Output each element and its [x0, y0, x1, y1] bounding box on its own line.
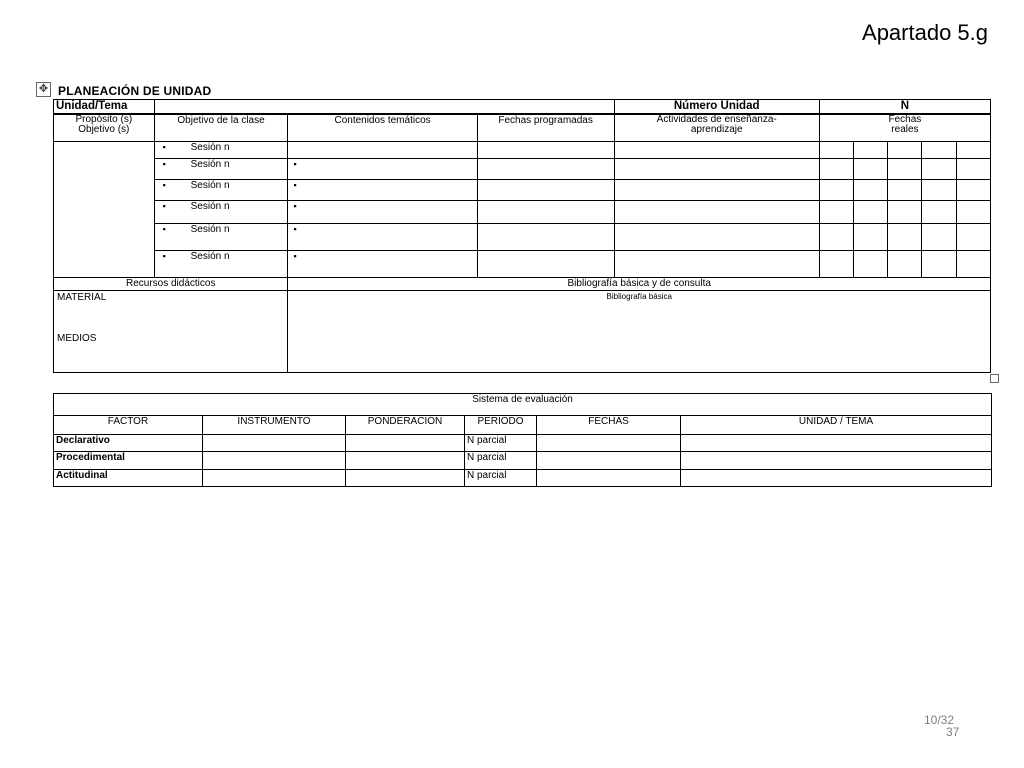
- material-label: MATERIAL: [57, 292, 107, 303]
- unidad-tema-value[interactable]: [154, 100, 614, 114]
- periodo-cell: N parcial: [465, 452, 537, 470]
- bullet-icon: ▪: [162, 142, 166, 152]
- evaluation-title: Sistema de evaluación: [54, 394, 992, 416]
- recursos-cell[interactable]: [54, 291, 288, 373]
- proposito-cell[interactable]: [54, 142, 155, 278]
- medios-label: MEDIOS: [57, 333, 97, 344]
- bullet-icon: ▪: [162, 180, 166, 190]
- bullet-icon: ▪: [162, 224, 166, 234]
- factor-procedimental: Procedimental: [54, 452, 203, 470]
- periodo-cell: N parcial: [465, 435, 537, 452]
- session-label: Sesión n: [190, 142, 230, 153]
- fechas-programadas-header: Fechas programadas: [477, 114, 614, 142]
- contenidos-header: Contenidos temáticos: [288, 114, 477, 142]
- contenido-cell[interactable]: [288, 201, 477, 224]
- bibliografia-cell[interactable]: [288, 291, 991, 373]
- contenido-cell[interactable]: [288, 159, 477, 180]
- session-label: Sesión n: [190, 201, 230, 212]
- bullet-icon: ▪: [293, 159, 297, 169]
- session-row-6: [154, 251, 288, 278]
- bullet-icon: ▪: [293, 251, 297, 261]
- unidad-tema-header: UNIDAD / TEMA: [681, 416, 992, 435]
- recursos-header: Recursos didácticos: [54, 278, 288, 291]
- bullet-icon: ▪: [162, 159, 166, 169]
- session-label: Sesión n: [190, 180, 230, 191]
- bullet-icon: ▪: [162, 201, 166, 211]
- slide-title: Apartado 5.g: [862, 20, 988, 45]
- bibliografia-header: Bibliografía básica y de consulta: [288, 278, 991, 291]
- ponderacion-header: PONDERACIÓN: [346, 416, 465, 435]
- contenido-cell[interactable]: [288, 251, 477, 278]
- session-label: Sesión n: [190, 159, 230, 170]
- page-number: 10/32: [924, 713, 955, 727]
- bullet-icon: ▪: [293, 224, 297, 234]
- session-row-2: [154, 159, 288, 180]
- factor-actitudinal: Actitudinal: [54, 470, 203, 487]
- fechas-header: FECHAS: [537, 416, 681, 435]
- actividades-header: Actividades de enseñanza- aprendizaje: [614, 114, 819, 142]
- plan-title: PLANEACIÓN DE UNIDAD: [58, 84, 212, 98]
- unidad-tema-label: Unidad/Tema: [54, 100, 155, 114]
- objetivo-clase-header: Objetivo de la clase: [154, 114, 288, 142]
- session-label: Sesión n: [190, 251, 230, 262]
- session-row-1: [154, 142, 288, 159]
- instrumento-header: INSTRUMENTO: [203, 416, 346, 435]
- table-move-handle-icon[interactable]: ✥: [36, 82, 51, 97]
- periodo-cell: N parcial: [465, 470, 537, 487]
- table-resize-handle-icon[interactable]: [990, 374, 999, 383]
- session-row-3: [154, 180, 288, 201]
- session-row-4: [154, 201, 288, 224]
- proposito-header: Propósito (s) Objetivo (s): [54, 114, 155, 142]
- bullet-icon: ▪: [162, 251, 166, 261]
- factor-header: FACTOR: [54, 416, 203, 435]
- bullet-icon: ▪: [293, 180, 297, 190]
- contenido-cell[interactable]: [288, 180, 477, 201]
- n-label: N: [819, 100, 990, 114]
- numero-unidad-label: Número Unidad: [614, 100, 819, 114]
- evaluation-table: [53, 393, 992, 487]
- page-total: 37: [946, 725, 960, 739]
- session-label: Sesión n: [190, 224, 230, 235]
- contenido-cell[interactable]: [288, 224, 477, 251]
- periodo-header: PERIODO: [465, 416, 537, 435]
- factor-declarativo: Declarativo: [54, 435, 203, 452]
- fechas-reales-header: Fechas reales: [819, 114, 990, 142]
- bullet-icon: ▪: [293, 201, 297, 211]
- planning-table: [53, 99, 991, 373]
- session-row-5: [154, 224, 288, 251]
- bibliografia-basica-label: Bibliografía básica: [606, 292, 672, 301]
